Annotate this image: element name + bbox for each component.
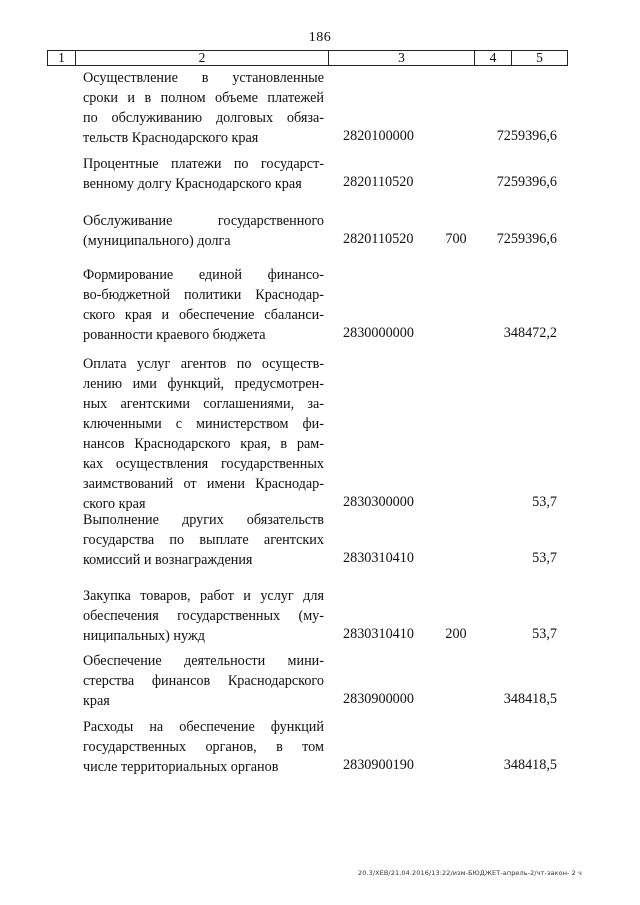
header-col-4: 4 [475,51,512,65]
row-code: 2820110520 [343,174,414,190]
row-description [83,211,324,251]
row-amount: 7259396,6 [496,231,557,247]
row-expense-type: 700 [445,231,467,247]
row-description-line: Формирование единой финансо- [83,267,324,283]
row-description-line: ского края и обеспечение сбаланси- [83,307,324,323]
row-amount: 53,7 [532,494,557,510]
row-amount: 348418,5 [503,691,557,707]
row-code: 2820110520 [343,231,414,247]
row-amount: 348418,5 [503,757,557,773]
row-description-line: (муниципального) долга [83,233,231,249]
row-description-line: ках осуществления государственных [83,456,324,472]
row-expense-type: 200 [445,626,467,642]
row-description-line: края [83,693,110,709]
row-description-line: числе территориальных органов [83,759,279,775]
row-description-line: заимствований от имени Краснодар- [83,476,324,492]
row-description [83,265,324,345]
row-description [83,717,324,777]
row-description-line: во-бюджетной политики Краснодар- [83,287,324,303]
row-description-line: государства по выплате агентских [83,532,324,548]
row-description [83,68,324,148]
row-description-line: Обеспечение деятельности мини- [83,653,324,669]
row-amount: 348472,2 [503,325,557,341]
row-amount: 7259396,6 [496,174,557,190]
row-amount: 53,7 [532,550,557,566]
footer-stamp: 20.3/ХЕВ/21.04.2016/13:22/изм-БЮДЖЕТ-апрель-2/чт-закон- 2 ч [357,869,582,877]
row-description-line: венному долгу Краснодарского края [83,176,302,192]
row-description-line: Обслуживание государственного [83,213,324,229]
row-description-line: Закупка товаров, работ и услуг для [83,588,324,604]
row-code: 2830310410 [343,550,414,566]
row-amount: 7259396,6 [496,128,557,144]
row-description-line: по обслуживанию долговых обяза- [83,110,324,126]
header-col-1: 1 [48,51,76,65]
row-code: 2820100000 [343,128,414,144]
row-description-line: Выполнение других обязательств [83,512,324,528]
row-amount: 53,7 [532,626,557,642]
header-col-3: 3 [329,51,475,65]
row-code: 2830310410 [343,626,414,642]
table-header-row [47,50,568,66]
header-col-2: 2 [76,51,329,65]
row-description-line: сроки и в полном объеме платежей [83,90,324,106]
row-code: 2830900000 [343,691,414,707]
row-description-line: Осуществление в установленные [83,70,324,86]
row-description-line: государственных органов, в том [83,739,324,755]
row-description [83,651,324,711]
row-description-line: Процентные платежи по государст- [83,156,324,172]
row-description-line: комиссий и вознаграждения [83,552,253,568]
row-code: 2830300000 [343,494,414,510]
row-description-line: ского края [83,496,146,512]
row-description-line: ниципальных) нужд [83,628,205,644]
row-description-line: ключенными с министерством фи- [83,416,324,432]
row-description-line: стерства финансов Краснодарского [83,673,324,689]
row-description-line: ных агентскими соглашениями, за- [83,396,324,412]
row-description [83,154,324,194]
row-description-line: нансов Краснодарского края, в рам- [83,436,324,452]
row-description [83,586,324,646]
row-code: 2830900190 [343,757,414,773]
page-number: 186 [308,30,332,45]
row-description-line: рованности краевого бюджета [83,327,266,343]
row-description-line: обеспечения государственных (му- [83,608,324,624]
row-description [83,510,324,570]
row-description-line: Оплата услуг агентов по осуществ- [83,356,324,372]
row-code: 2830000000 [343,325,414,341]
row-description-line: тельств Краснодарского края [83,130,259,146]
row-description-line: Расходы на обеспечение функций [83,719,324,735]
row-description [83,354,324,514]
header-col-5: 5 [536,50,543,65]
row-description-line: лению ими функций, предусмотрен- [83,376,324,392]
